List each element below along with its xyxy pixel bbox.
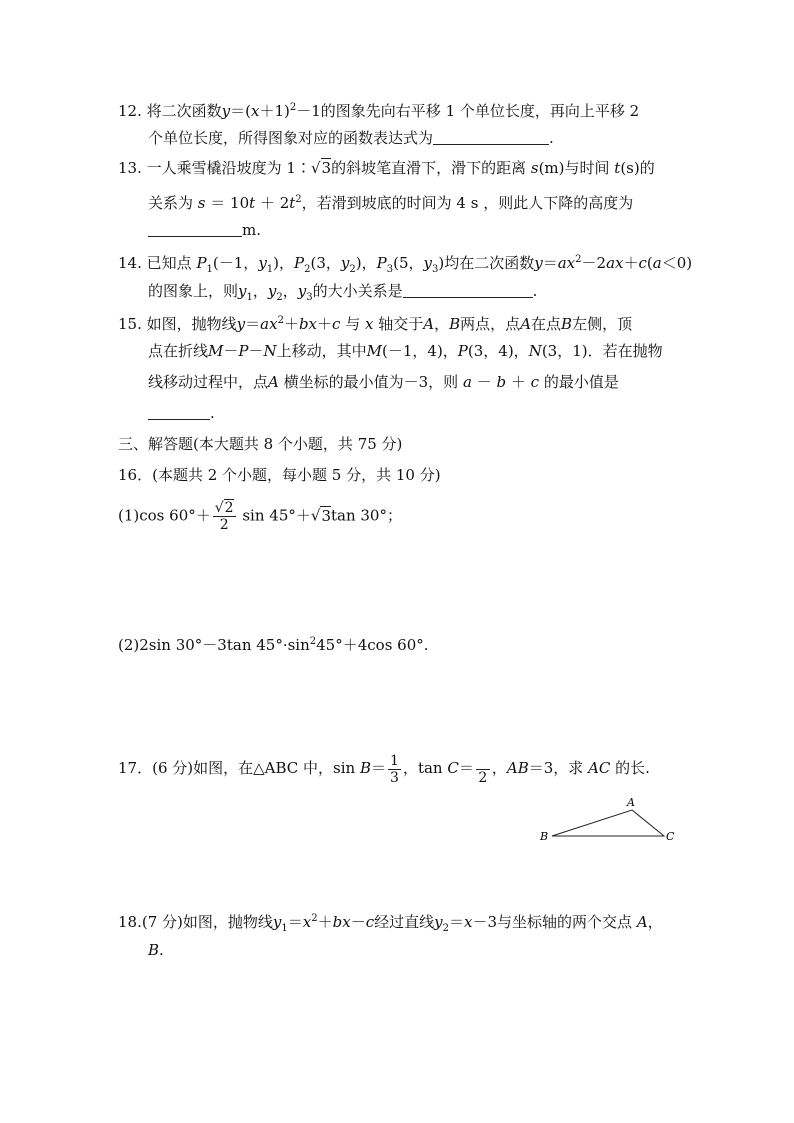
- q18-tail: 与坐标轴的两个交点: [497, 913, 633, 931]
- q17-number: 17．: [118, 759, 153, 777]
- q13-line2: 关系为 $s = 10t + 2t^2$，若滑到坡底的时间为 4 s ，则此人下降的高度为: [148, 194, 634, 212]
- q14-answer-blank[interactable]: [403, 283, 533, 298]
- q12-tail: 的图象先向右平移 1 个单位长度，再向上平移 2: [320, 102, 640, 120]
- q13-t-unit: (s)的: [620, 159, 655, 177]
- q15-line1-a: 如图，抛物线: [146, 315, 237, 333]
- q13-sqrt: 3: [321, 159, 332, 177]
- q13-number: 13.: [118, 159, 142, 177]
- q13-line3: [148, 220, 261, 240]
- q14-number: 14.: [118, 254, 142, 272]
- q12-number: 12.: [118, 102, 142, 120]
- triangle-abc-shape: [552, 810, 664, 836]
- q17-fraction-1: $\frac{1}{3}$: [390, 752, 399, 786]
- q13-line2-a: 关系为: [148, 194, 194, 212]
- q16-fraction: $\frac{√2}{2}$: [214, 500, 234, 533]
- q16-p1-a: (1)cos 60°＋: [118, 506, 211, 525]
- q14-line2-a: 的图象上，则: [148, 282, 239, 300]
- q13-mid: 的斜坡笔直滑下，滑下的距离: [331, 159, 527, 177]
- triangle-label-a: A: [627, 796, 635, 809]
- q13-intro: 一人乘雪橇沿坡度为 1∶: [146, 159, 311, 177]
- q16-part1: (1)cos 60°＋ $\frac{√2}{2}$ sin 45°＋√3tan 30°；: [118, 500, 402, 533]
- q12-line2: [148, 128, 554, 148]
- q18-intro: (7 分)如图，抛物线: [141, 913, 273, 931]
- q18-number: 18.: [118, 913, 142, 931]
- q15-line3-a: 线移动过程中，点: [148, 373, 269, 391]
- q15-line2-b: 上移动，其中: [276, 342, 367, 360]
- q14-line2: 的图象上，则$y_1$，$y_2$，$y_3$的大小关系是 .: [148, 282, 538, 303]
- q12-intro: 将二次函数: [146, 102, 222, 120]
- q15-end: .: [210, 404, 215, 422]
- q17-tail: 的长.: [615, 759, 650, 777]
- q13-answer-blank[interactable]: [148, 222, 242, 237]
- q17-ab-val: ＝3，求: [528, 759, 584, 777]
- q14-line1: 14. 已知点 $P_1(-1$，$y_1$)，$P_2(3$，$y_2$)，$P_3(5$，$y_3$)均在二次函数$y=ax^2-2ax+c(a<0)$: [118, 254, 693, 275]
- triangle-abc-figure: [536, 794, 678, 846]
- q17-eq1: ＝: [371, 759, 387, 777]
- q18-mid: 经过直线: [374, 913, 435, 931]
- q15-line2-a: 点在折线: [148, 342, 209, 360]
- q18-end: ，: [647, 913, 663, 931]
- q14-line2-b: 的大小关系是: [312, 282, 403, 300]
- q17-fraction-2: 2: [476, 753, 490, 786]
- q15-line1-f: 左侧，顶: [572, 315, 633, 333]
- q12-line2-text: 个单位长度，所得图象对应的函数表达式为: [148, 129, 434, 147]
- q15-line3-c: 的最小值是: [543, 373, 619, 391]
- q16-p2-b: 45°＋4cos 60°.: [316, 636, 429, 654]
- q18-line1: 18.(7 分)如图，抛物线$y_1=x^2+bx-c$经过直线$y_2=x-3$与坐标轴的两个交点 A，: [118, 913, 663, 934]
- q17-intro: (6 分)如图，在△ABC 中，sin: [152, 759, 356, 777]
- q16-header: 16．(本题共 2 个小题，每小题 5 分，共 10 分): [118, 466, 441, 484]
- q12-end: .: [549, 129, 554, 147]
- q15-number: 15.: [118, 315, 142, 333]
- q15-line1-c: 轴交于: [378, 315, 424, 333]
- q15-line1-b: 与: [345, 315, 361, 333]
- q15-line3-b: 横坐标的最小值为－3，则: [283, 373, 459, 391]
- q16-part2: (2)2sin 30°－3tan $45^\circ\cdot\sin^245^\circ+4\cos$ 60°.: [118, 636, 429, 654]
- section3-title: 三、解答题(本大题共 8 个小题，共 75 分): [118, 435, 403, 453]
- q16-p1-b: sin 45°＋: [242, 506, 311, 525]
- q17-line1: 17．(6 分)如图，在△ABC 中，sin B＝ $\frac{1}{3}$ ，tan C＝ 2 ，AB＝3，求 AC 的长.: [118, 752, 650, 786]
- q13-s-unit: (m)与时间: [538, 159, 610, 177]
- q17-ab-sep: ，: [491, 759, 507, 777]
- q15-line2: 点在折线M－P－N上移动，其中M(－1，4)，P(3，4)，N(3，1)．若在抛物: [148, 342, 663, 360]
- q14-end: .: [532, 282, 538, 300]
- q15-line1: 15. 如图，抛物线$y=ax^2+bx+c$ 与 x 轴交于A，B两点，点A在点B左侧，顶: [118, 315, 633, 333]
- q15-line2-c: ．若在抛物: [587, 342, 663, 360]
- q14-intro: 已知点: [146, 254, 192, 272]
- q17-tan-label: ，tan: [402, 759, 443, 777]
- q18-line2: B.: [148, 941, 164, 959]
- triangle-label-b: B: [540, 830, 549, 843]
- q15-line1-e: 在点: [531, 315, 562, 333]
- q13-line2-b: ，若滑到坡底的时间为 4 s ，则此人下降的高度为: [301, 194, 634, 212]
- q16-p1-c: tan 30°；: [330, 506, 402, 525]
- q17-eq2: ＝: [458, 759, 474, 777]
- q15-line4: [148, 403, 215, 423]
- q15-answer-blank[interactable]: [148, 405, 210, 420]
- q15-line1-d: 两点，点: [460, 315, 521, 333]
- q13-line1: 13. 一人乘雪橇沿坡度为 1∶√3的斜坡笔直滑下，滑下的距离 s(m)与时间 t(s)的: [118, 159, 655, 177]
- q12-answer-blank[interactable]: [433, 130, 549, 145]
- q12-line1: 12. 将二次函数$y=(x+1)^2-1$的图象先向右平移 1 个单位长度，再向上平移 2: [118, 102, 640, 120]
- q13-unit: m.: [242, 221, 261, 239]
- triangle-label-c: C: [666, 830, 675, 843]
- q14-mid: 均在二次函数: [444, 254, 535, 272]
- q16-p2: (2)2sin 30°－3tan 45°·sin: [118, 636, 310, 654]
- q15-line3: 线移动过程中，点A 横坐标的最小值为－3，则 a － b ＋ c 的最小值是: [148, 373, 619, 391]
